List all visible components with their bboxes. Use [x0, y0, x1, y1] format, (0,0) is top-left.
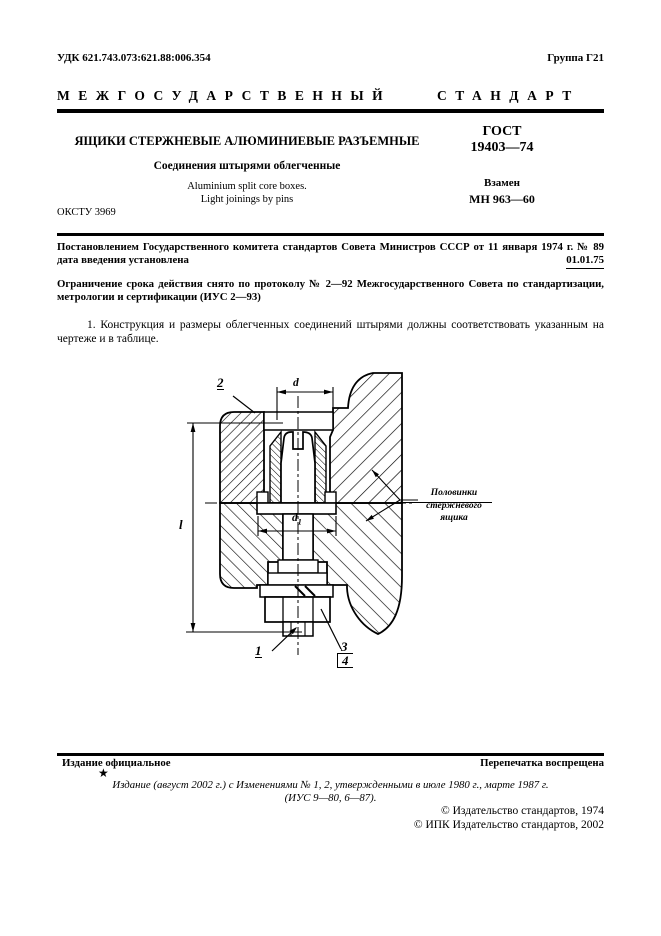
clause-1-paragraph: 1. Конструкция и размеры облегченных соединений штырями должны соответствовать указанным на чертеже и в таблице. [57, 319, 604, 345]
subtitle-russian: Соединения штырями облегченные [153, 160, 341, 172]
title-russian: ЯЩИКИ СТЕРЖНЕВЫЕ АЛЮМИНИЕВЫЕ РАЗЪЕМНЫЕ [74, 134, 420, 148]
okstu-code: ОКСТУ 3969 [57, 207, 116, 218]
callout-3-4-label [337, 640, 353, 668]
decree-line2-text: дата введения установлена [57, 254, 189, 266]
limitation-line1: Ограничение срока действия снято по протоколу № 2—92 Межгосударственного Совета по стандартизации, [57, 278, 604, 290]
udk-code: УДК 621.743.073:621.88:006.354 [57, 52, 211, 64]
callout-4-label: 4 [337, 654, 353, 668]
group-code: Группа Г21 [547, 52, 604, 64]
official-edition-note: Издание официальное [62, 757, 171, 769]
dim-d-label: d [293, 377, 299, 389]
footer-rule [57, 753, 604, 756]
bushing-left [270, 432, 281, 503]
replaces-number: МН 963—60 [469, 192, 535, 206]
callout-2-label: 2 [217, 375, 224, 390]
callout-3-label: 3 [337, 640, 353, 654]
replaces-label: Взамен [484, 177, 520, 189]
decree-line2 [57, 254, 604, 269]
limitation-line2: метрологии и сертификации (ИУС 2—93) [57, 291, 261, 303]
copyright-2002: © ИПК Издательство стандартов, 2002 [413, 819, 604, 831]
gost-number: 19403—74 [470, 140, 534, 155]
effective-date: 01.01.75 [566, 254, 604, 269]
title-english-line2: Light joinings by pins [200, 194, 294, 205]
title-english-line1: Aluminium split core boxes. [187, 181, 307, 192]
dim-l-label: l [179, 517, 183, 532]
dim-d-arrow-left [277, 390, 286, 395]
title-block-rule [57, 233, 604, 236]
header-rule [57, 109, 604, 113]
edition-note-line1: Издание (август 2002 г.) с Изменениями № 1, 2, утвержденными в июле 1980 г., марте 1987 г. [112, 779, 549, 791]
dim-d1-subscript: 1 [297, 517, 302, 527]
box-half-upper-right [330, 373, 402, 503]
flange-tab-right [325, 492, 336, 503]
copyright-1974: © Издательство стандартов, 1974 [440, 805, 604, 817]
dim-l-arrow-bottom [191, 623, 196, 632]
annotation-line2: стержневого [426, 500, 482, 511]
reprint-prohibited-note: Перепечатка воспрещена [480, 757, 604, 769]
box-half-upper-left [220, 412, 264, 503]
dim-d-arrow-right [324, 390, 333, 395]
callout-1-label: 1 [255, 643, 262, 658]
gost-label: ГОСТ [482, 124, 522, 139]
edition-note-line2: (ИУС 9—80, 6—87). [284, 792, 377, 804]
standard-type-heading: МЕЖГОСУДАРСТВЕННЫЙ СТАНДАРТ [57, 88, 580, 103]
annotation-line1: Половинки [430, 488, 478, 498]
flange-tab-left [257, 492, 268, 503]
dim-d1-label [292, 512, 302, 528]
annotation-line3: ящика [440, 513, 468, 523]
dim-l-arrow-top [191, 423, 196, 432]
decree-line1: Постановлением Государственного комитета стандартов Совета Министров СССР от 11 января 1974 г. № 89 [57, 241, 604, 253]
dim-d1-base: d [292, 512, 298, 524]
star-marker: ★ [98, 766, 109, 780]
core-box-halves-annotation [410, 487, 498, 525]
leader-callout-2 [233, 396, 255, 413]
